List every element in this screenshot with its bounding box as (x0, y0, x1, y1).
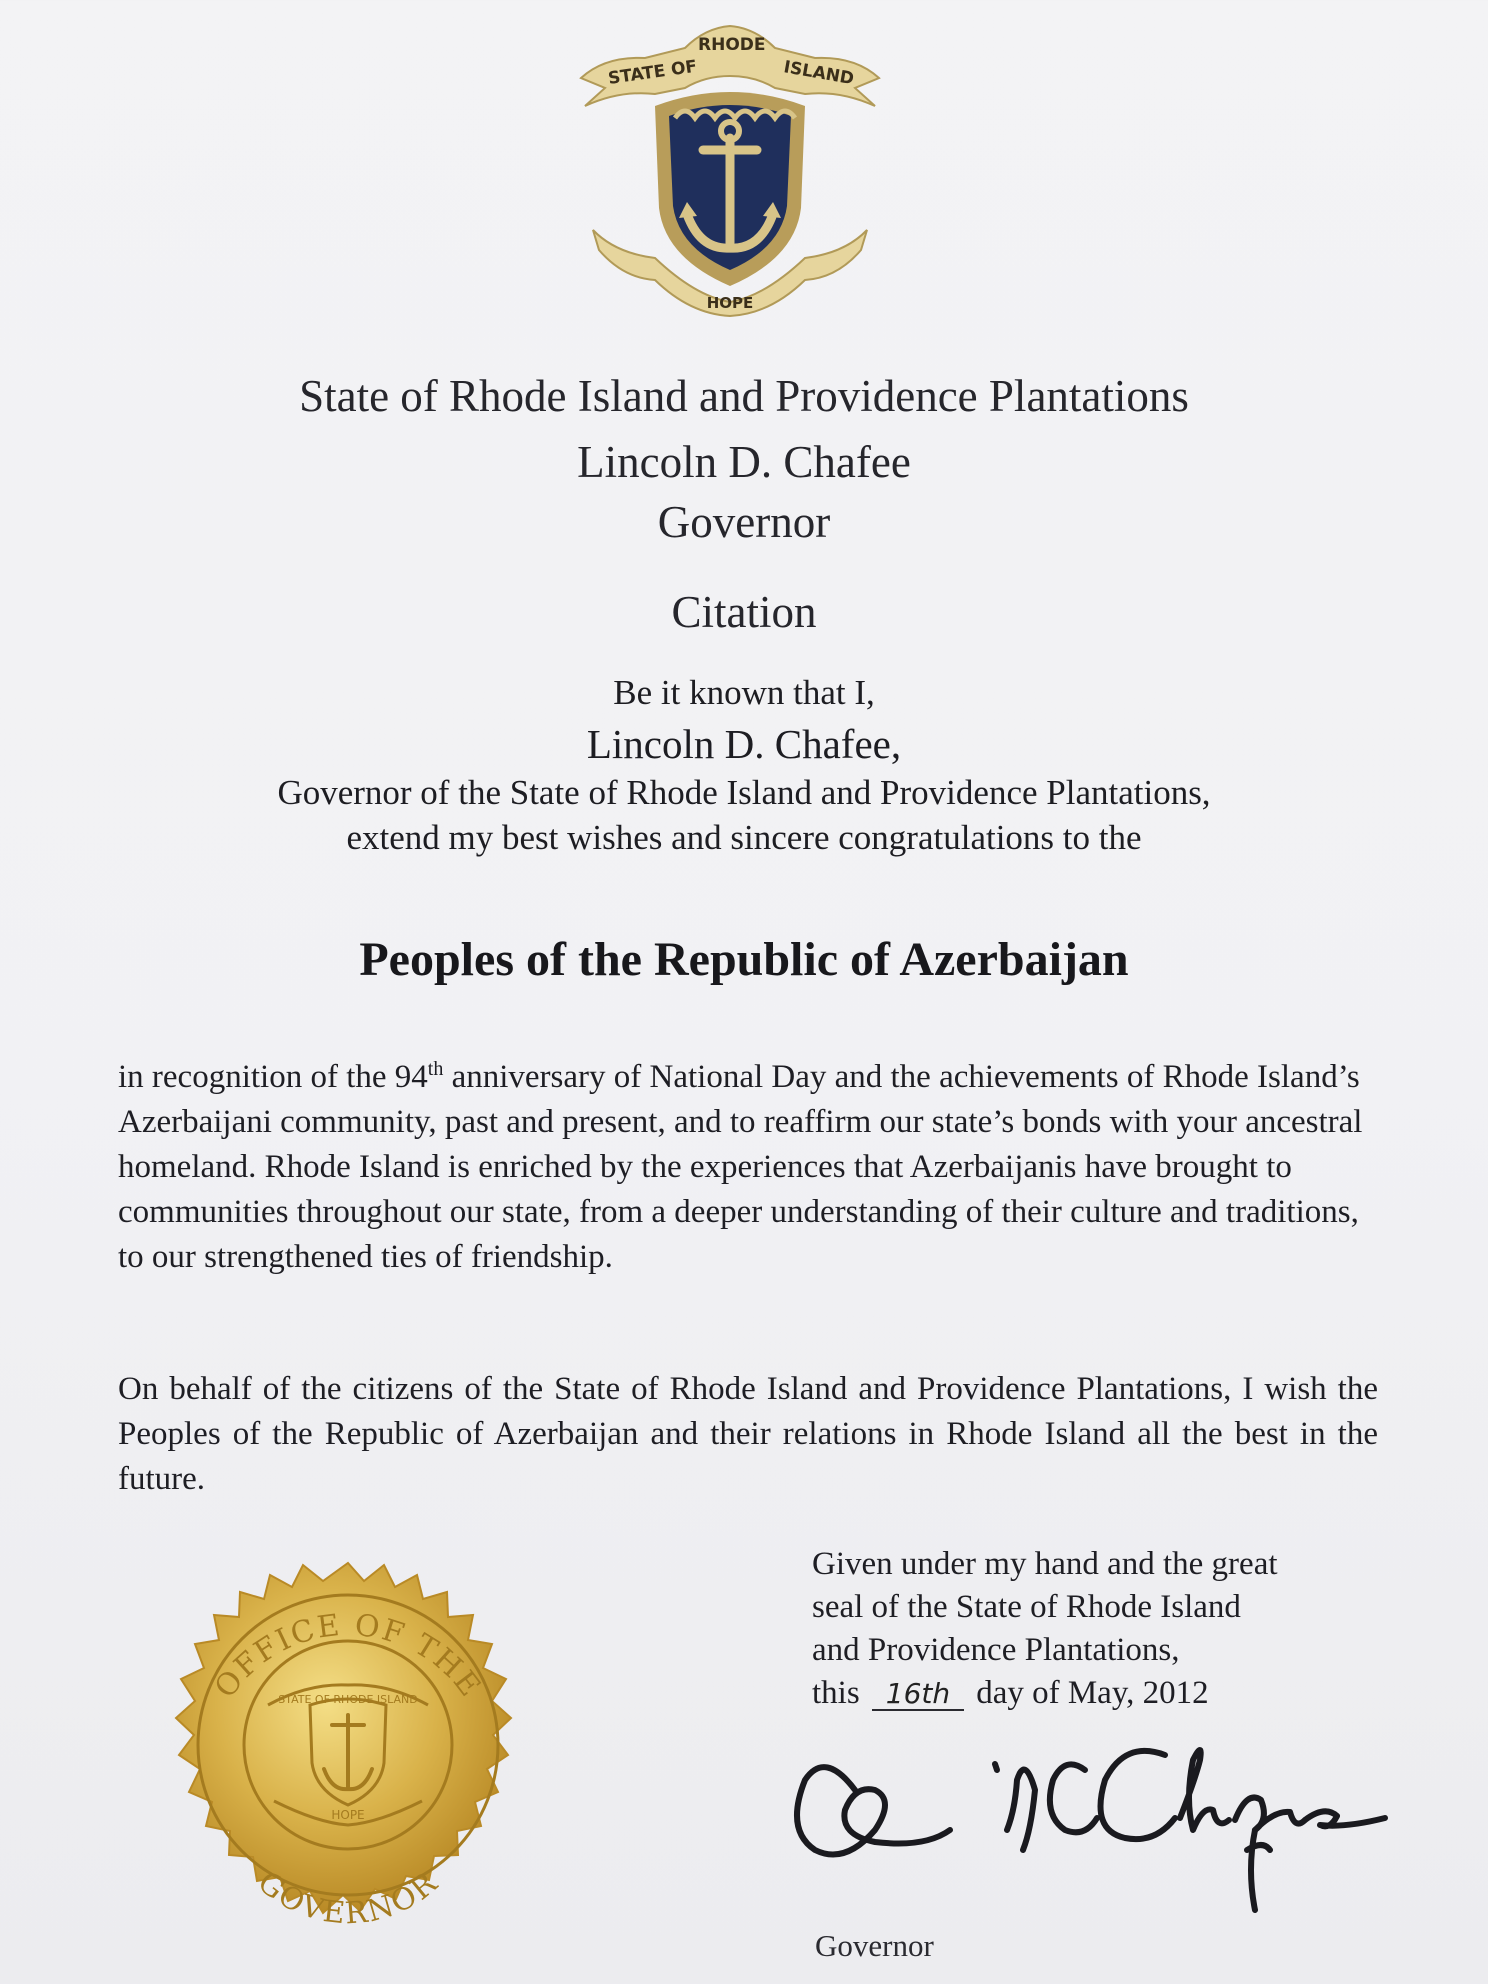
governor-name: Lincoln D. Chafee (577, 437, 911, 487)
gold-seal-motto: HOPE (331, 1808, 365, 1822)
gold-seal-top-text: OFFICE OF THE (207, 1607, 489, 1705)
given-this: this (812, 1675, 860, 1711)
wishes-paragraph: On behalf of the citizens of the State of Rhode Island and Providence Plantations, I wish the Peoples of the Republic of Azerbaijan and their relations in Rhode Island all the best in the future. (118, 1371, 1378, 1497)
intro-line-4: extend my best wishes and sincere congratulations to the (346, 818, 1142, 857)
given-under-hand-block (812, 1543, 1372, 1715)
given-line-1: Given under my hand and the great (812, 1546, 1278, 1582)
governor-gold-seal-icon (118, 1555, 578, 1984)
recipient-name: Peoples of the Republic of Azerbaijan (359, 933, 1129, 986)
governor-title: Governor (657, 497, 831, 547)
handwritten-day: 16th (872, 1679, 964, 1711)
intro-line-3: Governor of the State of Rhode Island and Providence Plantations, (277, 773, 1211, 812)
seal-motto: HOPE (706, 294, 754, 312)
state-name: State of Rhode Island and Providence Plantations (299, 371, 1189, 421)
signer-title: Governor (815, 1928, 934, 1963)
intro-line-2: Lincoln D. Chafee, (586, 721, 902, 767)
given-date: day of May, 2012 (976, 1675, 1209, 1711)
recognition-text: anniversary of National Day and the achievements of Rhode Island’s Azerbaijani community, past and present, and to reaffirm our state’s bonds with your ancestral homeland. Rhode Island is enriched by the experiences that Azerbaijanis have brought to communities throughout our state, from a deeper understanding of their culture and traditions, to our strengthened ties of friendship. (118, 1059, 1363, 1275)
given-line-4 (812, 1672, 1372, 1715)
given-line-2: seal of the State of Rhode Island (812, 1589, 1241, 1625)
seal-banner-top: RHODE (698, 35, 766, 55)
rhode-island-seal-icon (575, 18, 885, 318)
seal-banner-left: STATE OF (606, 56, 699, 89)
recognition-paragraph (118, 1055, 1378, 1280)
governor-signature (785, 1720, 1405, 1930)
given-line-3: and Providence Plantations, (812, 1632, 1180, 1668)
gold-seal-bottom-text: GOVERNOR (250, 1864, 446, 1932)
document-type: Citation (671, 587, 817, 637)
gold-seal-banner: STATE OF RHODE ISLAND (278, 1693, 418, 1706)
seal-banner-right: ISLAND (782, 57, 856, 90)
ordinal-suffix: th (427, 1058, 444, 1080)
recognition-prefix: in recognition of the 94 (118, 1059, 428, 1095)
intro-line-1: Be it known that I, (613, 673, 875, 712)
